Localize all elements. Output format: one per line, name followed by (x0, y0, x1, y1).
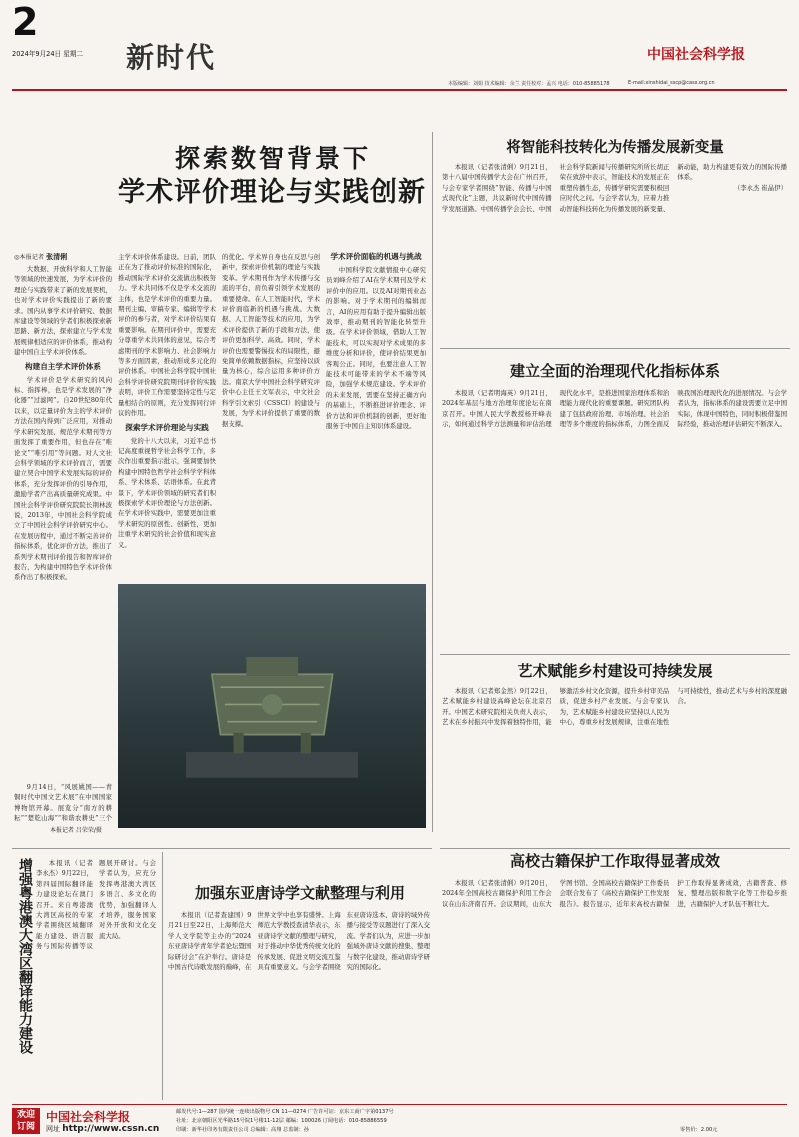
bronze-vessel-icon (186, 638, 358, 780)
page-number: 2 (12, 0, 39, 44)
article-1-title: 将智能科技转化为传播发展新变量 (506, 140, 724, 156)
article-2-text: 本报讯（记者明海英）9月21日，2024年基层与地方治理年度论坛在南京召开。中国人民大学教授杨开峰表示，如何通过科学方法测量和评估治理现代化水平，是推进国家治理体系和治理能力现代化的重要课题。研究团队构建了包括政府治理、市场治理、社会治理等多个维度的指标体系，力图全面反映我国治理现代化的进展情况。与会学者认为，指标体系的建设需要立足中国实际，体现中国特色，同时积极借鉴国际经验，推动治理评估研究不断深入。 (442, 389, 787, 429)
article-4-body (442, 878, 787, 1100)
article-4-text: 本报讯（记者张清俐）9月20日，2024年全国高校古籍保护利用工作会议在山东济南召开。会议期间，山东大学图书馆、全国高校古籍保护工作委员会联合发布了《高校古籍保护工作发展报告》。报告显示，近年来高校古籍保护工作取得显著成效，古籍普查、修复、整理出版和数字化等工作稳步推进，古籍保护人才队伍不断壮大。 (442, 879, 787, 908)
section-divider (12, 848, 432, 849)
article-4-title: 高校古籍保护工作取得显著成效 (509, 852, 720, 870)
lead-col3-body: 的优化。学术界自身也在反思与创新中，探索评价机制的理论与实践变革。学术期刊作为学术传播与交流的平台，肩负着引领学术发展的重要使命。在人工智能时代，学术评价面临新的机遇与挑战。大数据、人工智能等技术的应用，为学术评价提供了新的手段和方法，使评价更加科学、高效。同时，学术评价也需要警惕技术的局限性，避免简单依赖数据指标，应坚持以质量为核心，综合运用多种评价方法。南京大学中国社会科学研究评价中心主任王文军表示，中文社会科学引文索引（CSSCI）的建设与发展，为学术评价提供了重要的数据支撑。 (222, 253, 320, 428)
article-2-body (442, 388, 787, 644)
article-b-body (168, 910, 430, 1100)
lead-headline-line1: 探索数智背景下 (174, 144, 371, 173)
lead-column-4 (326, 252, 426, 578)
date-line: 2024年9月24日 星期二 (12, 50, 84, 58)
vertical-article-title: 增强粤港澳大湾区翻译能力建设 (17, 858, 33, 1054)
lead-intro: 大数据、开放科学和人工智能等领域的快速发展，为学术评价的理论与实践带来了新的发展契机，也对学术评价实践提出了新的要求。国内从事学术评价研究、数据库建设等领域的学者们积极探索新思路、新方法，探索建立与学术发展规律相适应的评价体系，推动构建中国自主学术评价体系。 (14, 265, 112, 357)
bronze-vessel-photo (118, 584, 426, 828)
footer-website[interactable] (46, 1124, 159, 1134)
vertical-article-text: 本报讯（记者李永杰）9月22日，第四届国际翻译能力建设论坛在澳门召开。来自粤港澳大湾区高校的专家学者围绕区域翻译能力建设、语言服务与国际传播等议题展开研讨。与会学者认为，应充分发挥粤港澳大湾区多语言、多文化的优势，加强翻译人才培养，服务国家对外开放和文化交流大局。 (36, 859, 156, 951)
lead-subhead-3: 学术评价面临的机遇与挑战 (330, 252, 422, 261)
lead-column-3 (222, 252, 320, 578)
article-3-body (442, 686, 787, 842)
article-divider (440, 848, 790, 849)
lead-col2-body: 主学术评价体系建设。日前，团队正在为了推动评价标准的国际化，推动国际学术评价交流做出积极努力。学术共同体不仅是学术交流的主体，也是学术评价的重要力量。期刊主编、审稿专家、编辑等学术评价的参与者，对学术评价结果有重要影响。在期刊评价中，需要充分尊重学术共同体的意见，综合考虑期刊的学术影响力、社会影响力等多方面因素，推动形成多元化的评价体系。中国社会科学院中国社会科学评价研究院期刊评价的实践表明，评价工作需要坚持定性与定量相结合的原则，充分发挥同行评议的作用。 (118, 253, 216, 418)
lead-col1-body: 学术评价是学术研究的风向标、指挥棒，也是学术发展的“净化器”“过滤网”。自20世纪80年代以来，以定量评价为主的学术评价方法在国内得到广泛应用，对推动学术研究发展、规范学术期刊等方面发挥了重要作用，但也存在“唯论文”“唯引用”等问题。对人文社会科学领域的学术评价而言，需要建立契合中国学术发展实际的评价体系，充分发挥评价的引导作用，激励学者产出高质量研究成果。中国社会科学评价研究院院长荆林波说，2013年，中国社会科学院成立了中国社会科学评价研究中心。在发展历程中，通过不断完善评价指标体系，优化评价方法，推出了系列学术期刊评价报告和智库评价报告，为构建中国特色学术评价体系作出了积极探索。 (14, 375, 112, 582)
lead-headline-line2: 学术评价理论与实践创新 (118, 177, 426, 208)
newspaper-logo: 中国社会科学报 (647, 47, 745, 63)
section-title: 新时代 (126, 41, 217, 74)
article-b-text: 本报讯（记者查建国）9月21日至22日，上海师范大学人文学院等主办的“2024东亚唐诗学青年学者论坛暨国际研讨会”在沪举行。唐诗是中国古代诗歌发展的巅峰，在世界文学中也享有盛誉。上海师范大学教授查清华表示，东亚唐诗学文献的整理与研究，对于推动中华优秀传统文化的传承发展、促进文明交流互鉴具有重要意义。与会学者围绕东亚唐诗选本、唐诗的域外传播与接受等议题进行了深入交流。学者们认为，应进一步加强域外唐诗文献的搜集、整理与数字化建设，推动唐诗学研究的国际化。 (168, 911, 430, 972)
lead-subhead-1: 构建自主学术评价体系 (25, 361, 101, 371)
vertical-article-body (36, 858, 156, 1100)
byline-prefix: ◎本报记者 (14, 254, 45, 261)
website-label: 网址 (46, 1125, 60, 1133)
editor-line: 本版编辑：刘娟 技术编辑：余兰 责任校对：孟兴 电话：010-85885178 (448, 81, 610, 87)
footer-info-2: 社址：北京朝阳区光华路15号院1号楼11-12层 邮编：100026 订阅电话：010-85886559 (176, 1118, 387, 1124)
email-line: E-mail:xinshidai_sscp@cass.org.cn (628, 80, 715, 86)
lead-col2b-body: 党的十八大以来，习近平总书记高度重视哲学社会科学工作，多次作出重要指示批示，强调要加快构建中国特色哲学社会科学学科体系、学术体系、话语体系。在此背景下，学术评价领域的研究者们积极探索学术评价理论与方法创新。在学术评价实践中，需要更加注重学术研究的原创性、创新性，更加注重学术研究的社会价值和现实意义。 (118, 436, 216, 549)
subscribe-badge[interactable] (12, 1108, 40, 1134)
photo-credit: 本报记者 吕荣荣/摄 (50, 827, 102, 834)
footer-logo: 中国社会科学报 (46, 1110, 131, 1124)
byline-name: 张清俐 (46, 253, 68, 261)
article-3-text: 本报讯（记者郑金然）9月22日，艺术赋能乡村建设高峰论坛在北京召开。中国艺术研究院相关负责人表示，艺术在乡村振兴中发挥着独特作用，能够激活乡村文化资源，提升乡村审美品质，促进乡村产业发展。与会专家认为，艺术赋能乡村建设应坚持以人民为中心，尊重乡村发展规律，注重在地性与可持续性，推动艺术与乡村的深度融合。 (442, 687, 787, 727)
article-divider (440, 348, 790, 349)
article-2-title: 建立全面的治理现代化指标体系 (509, 362, 720, 380)
column-divider (162, 852, 163, 1100)
lead-subhead-2: 探索学术评价理论与实践 (125, 422, 209, 432)
footer-price: 零售价：2.00元 (680, 1127, 718, 1133)
lead-column-1 (14, 264, 112, 778)
article-divider (440, 654, 790, 655)
photo-caption-text: 9月14日，“风展姚国——青铜时代中国文艺术展”在中国国家博物馆开幕。展览分“南方的耕耘”“楚乾山海”“和谐农耕史”三个 (14, 783, 112, 822)
subscribe-label: 欢迎订阅 (16, 1110, 35, 1132)
photo-caption (14, 782, 112, 822)
article-1-body (442, 162, 787, 340)
masthead-rule (12, 89, 787, 91)
article-1-author: （李永杰 崔晶伊） (733, 183, 787, 192)
footer-info-3: 印刷：新华社印务有限责任公司 总编辑：高翔 总监制：孙 (176, 1127, 309, 1133)
lead-byline (14, 252, 67, 262)
footer-info-1: 邮发代号:1—287 国内统一连续出版物号 CN 11—0274 广告许可证：京东工商广字第0137号 (176, 1109, 394, 1115)
column-divider (432, 132, 433, 832)
footer-rule (12, 1104, 787, 1105)
lead-col4-body: 中国科学院文献情报中心研究员刘峰介绍了AI在学术期刊及学术评价中的应用。以及AI对期刊业态的影响。对于学术期刊的编辑而言，AI的应用有助于提升编辑出版效率，推动期刊的智能化转型升级。在学术评价领域，借助人工智能技术，可以实现对学术成果的多维度分析和评价，使评价结果更加客观公正。同时，也要注意人工智能技术可能带来的学术不端等风险，加强学术规范建设。学术评价的未来发展，需要在坚持正确方向的基础上，不断推进评价理念、评价方法和评价机制的创新，更好地服务于中国自主知识体系建设。 (326, 266, 426, 431)
article-b-title: 加强东亚唐诗学文献整理与利用 (194, 884, 405, 902)
website-url[interactable]: http://www.cssn.cn (62, 1124, 160, 1134)
article-1-text: 本报讯（记者张清俐）9月21日，第十八届中国传播学大会在广州召开，与会专家学者围绕“智能、传播与中国式现代化”主题，共议新时代中国传播学发展道路。中国传播学会会长、中国社会科学院新闻与传播研究所所长胡正荣在致辞中表示，智能技术的发展正在重塑传播生态，传播学研究需要积极回应时代之问。与会学者认为，应着力推动智能科技转化为传播发展的新变量、新动能，助力构建更有效力的国际传播体系。 (442, 163, 787, 213)
article-3-title: 艺术赋能乡村建设可持续发展 (517, 662, 713, 680)
